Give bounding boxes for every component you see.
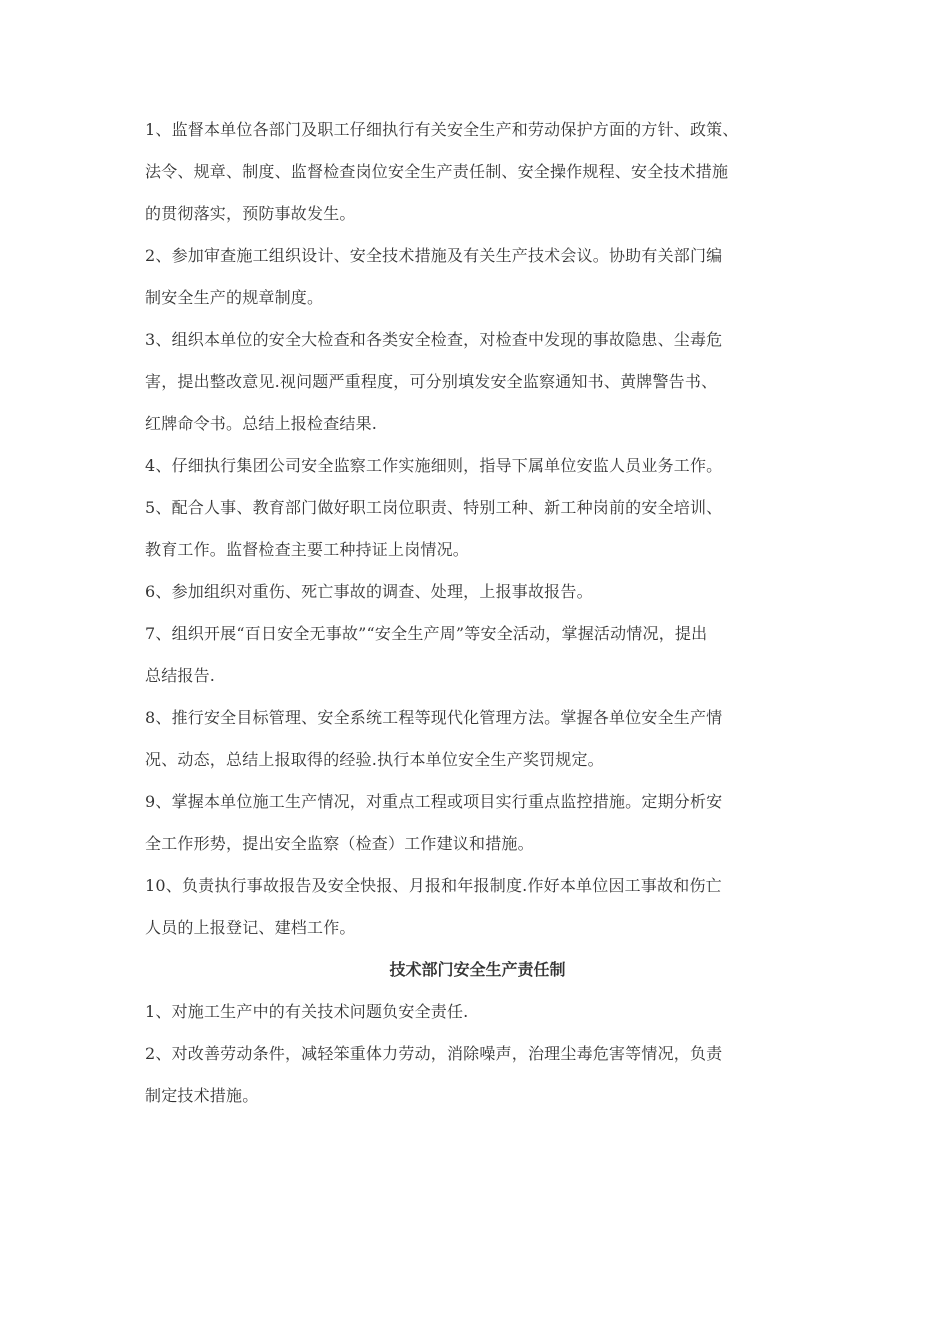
text-line-5: 制安全生产的规章制度。 [145,288,324,307]
text-line-9: 4、仔细执行集团公司安全监察工作实施细则，指导下属单位安监人员业务工作。 [145,456,723,475]
text-line-21: 1、对施工生产中的有关技术问题负安全责任. [145,1002,469,1021]
text-line-14: 总结报告. [145,666,216,685]
text-line-8: 红牌命令书。总结上报检查结果. [145,414,378,433]
text-line-23: 制定技术措施。 [145,1086,259,1105]
text-line-17: 9、掌握本单位施工生产情况，对重点工程或项目实行重点监控措施。定期分析安 [145,792,723,811]
text-line-2: 法令、规章、制度、监督检查岗位安全生产责任制、安全操作规程、安全技术措施 [145,162,729,181]
text-line-22: 2、对改善劳动条件，减轻笨重体力劳动，消除噪声，治理尘毒危害等情况，负责 [145,1044,723,1063]
text-line-3: 的贯彻落实，预防事故发生。 [145,204,356,223]
section-heading: 技术部门安全生产责任制 [389,960,566,979]
text-line-13: 7、组织开展“百日安全无事故”“安全生产周”等安全活动，掌握活动情况，提出 [145,624,708,643]
text-line-4: 2、参加审查施工组织设计、安全技术措施及有关生产技术会议。协助有关部门编 [145,246,723,265]
text-line-7: 害，提出整改意见.视问题严重程度，可分别填发安全监察通知书、黄牌警告书、 [145,372,718,391]
document-page [145,120,810,1128]
text-line-10: 5、配合人事、教育部门做好职工岗位职责、特别工种、新工种岗前的安全培训、 [145,498,723,517]
text-line-16: 况、动态，总结上报取得的经验.执行本单位安全生产奖罚规定。 [145,750,604,769]
text-line-6: 3、组织本单位的安全大检查和各类安全检查，对检查中发现的事故隐患、尘毒危 [145,330,723,349]
text-line-20: 人员的上报登记、建档工作。 [145,918,356,937]
text-line-18: 全工作形势，提出安全监察（检查）工作建议和措施。 [145,834,534,853]
text-line-12: 6、参加组织对重伤、死亡事故的调查、处理，上报事故报告。 [145,582,593,601]
text-line-11: 教育工作。监督检查主要工种持证上岗情况。 [145,540,470,559]
text-line-19: 10、负责执行事故报告及安全快报、月报和年报制度.作好本单位因工事故和伤亡 [145,876,722,895]
text-line-15: 8、推行安全目标管理、安全系统工程等现代化管理方法。掌握各单位安全生产情 [145,708,723,727]
text-line-1: 1、监督本单位各部门及职工仔细执行有关安全生产和劳动保护方面的方针、政策、 [145,120,739,139]
